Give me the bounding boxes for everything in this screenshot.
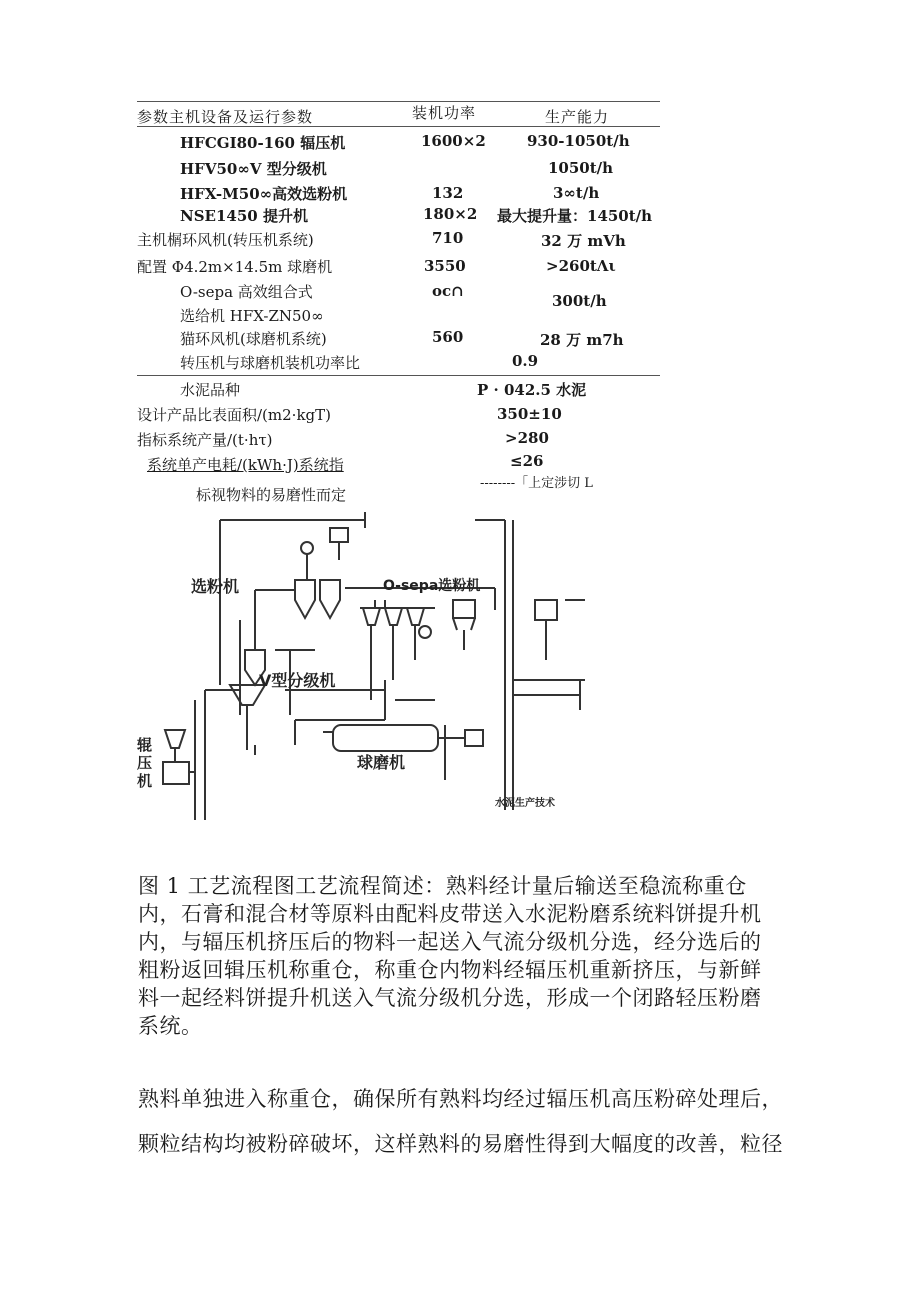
- row-3-capacity: 最大提升量：1450t/h: [497, 207, 653, 225]
- row-8-power: 560: [432, 328, 464, 346]
- osepa-cone-3: [407, 608, 424, 625]
- row-6-capacity: 300t/h: [552, 292, 607, 310]
- row-1-param: HFV50∞V 型分级机: [180, 160, 327, 178]
- indicator-1-label: 设计产品比表面积/(m2·kgT): [137, 406, 331, 424]
- row-1-capacity: 1050t/h: [548, 159, 614, 177]
- indicator-1-value: 350±10: [497, 405, 562, 423]
- indicator-2-value: >280: [505, 429, 549, 447]
- row-0-param: HFCGI80-160 辐压机: [180, 134, 346, 152]
- row-2-capacity: 3∞t∕h: [553, 184, 600, 202]
- row-5-power: 3550: [424, 257, 466, 275]
- osepa-cone-1: [363, 608, 380, 625]
- right-dust-collector: [535, 600, 557, 620]
- caption-line: 内，与辐压机挤压后的物料一起送入气流分级机分选，经分选后的: [138, 930, 762, 954]
- row-0-capacity: 930-1050t/h: [527, 132, 630, 150]
- row-9-param: 转压机与球磨机装机功率比: [180, 354, 361, 372]
- row-2-param: HFX-M50∞高效选粉机: [180, 185, 348, 203]
- caption-line: 内，石膏和混合材等原料由配料皮带送入水泥粉磨系统料饼提升机: [138, 902, 762, 926]
- label-osepa: O-sepa选粉机: [383, 578, 481, 594]
- label-ball-mill: 球磨机: [357, 753, 406, 772]
- indicator-3-value: ≤26: [510, 452, 544, 470]
- row-2-power: 132: [432, 184, 464, 202]
- top-dust-collector: [330, 528, 348, 542]
- caption-line: 粗粉返回辑压机称重仓，称重仓内物料经辐压机重新挤压，与新鲜: [138, 958, 762, 982]
- indicator-3-label: 系统单产电耗/(kWh·J)系统指: [147, 456, 344, 474]
- row-5-param: 配置 Φ4.2m×14.5m 球磨机: [137, 258, 333, 276]
- row-8-param: 猫环风机(球磨机系统): [180, 330, 327, 348]
- row-4-capacity: 32 万 mVh: [541, 232, 626, 250]
- label-v-classifier: V型分级机: [259, 671, 336, 690]
- collector-cyclone-2: [320, 580, 340, 618]
- indicator-2-label: 指标系统产量/(t·hτ): [137, 431, 273, 449]
- process-flow-diagram: [135, 500, 665, 820]
- indicator-0-value: P · 042.5 水泥: [477, 381, 587, 399]
- roller-press-unit: [163, 762, 189, 784]
- row-7-param: 选给机 HFX-ZN50∞: [180, 307, 324, 325]
- row-9-capacity: 0.9: [512, 352, 539, 370]
- header-power: 装机功率: [412, 104, 477, 122]
- caption-line: 料一起经料饼提升机送入气流分级机分选，形成一个闭路轻压粉磨: [138, 986, 762, 1010]
- fan: [301, 542, 313, 554]
- note-right: --------「上定涉切 L: [480, 476, 593, 491]
- table-top-rule: [137, 101, 660, 102]
- diagram-watermark: 水泥生产技术: [495, 798, 555, 809]
- osepa-fan: [419, 626, 431, 638]
- osepa-cone-2: [385, 608, 402, 625]
- label-roller-press: [136, 736, 152, 790]
- indicator-0-label: 水泥品种: [180, 381, 241, 399]
- ball-mill-drum: [333, 725, 438, 751]
- row-3-power: 180×2: [423, 205, 478, 223]
- figure-caption: [138, 872, 788, 1040]
- caption-line: 图 1 工艺流程图工艺流程简述：熟料经计量后输送至稳流称重仓: [138, 874, 747, 898]
- row-0-power: 1600×2: [421, 132, 486, 150]
- row-8-capacity: 28 万 m7h: [540, 331, 624, 349]
- label-separator: 选粉机: [191, 577, 240, 596]
- paragraph-line-2: 颗粒结构均被粉碎破坏，这样熟料的易磨性得到大幅度的改善，粒径: [138, 1132, 783, 1156]
- roller-press-hopper: [165, 730, 185, 748]
- row-6-param: O-sepa 高效组合式: [180, 283, 313, 301]
- label-roller-press-1: 辊: [137, 736, 153, 754]
- caption-line: 系统。: [138, 1014, 203, 1038]
- row-4-power: 710: [432, 229, 464, 247]
- osepa-dust-collector: [453, 600, 475, 618]
- table-header-rule: [137, 126, 660, 127]
- row-6-power: oc∩: [432, 282, 464, 300]
- note-bottom: 标视物料的易磨性而定: [196, 486, 347, 504]
- row-4-param: 主机榍环风机(转压机系统): [137, 231, 314, 249]
- label-roller-press-2: 压: [137, 754, 153, 772]
- row-5-capacity: >260tΛι: [546, 257, 616, 275]
- paragraph-line-1: 熟料单独进入称重仓，确保所有熟料均经过辐压机高压粉碎处理后，: [138, 1087, 783, 1111]
- row-3-param: NSE1450 提升机: [180, 207, 308, 225]
- ball-mill-motor: [465, 730, 483, 746]
- label-roller-press-3: 机: [137, 772, 153, 790]
- header-capacity: 生产能力: [545, 108, 610, 126]
- table-mid-rule: [137, 375, 660, 376]
- collector-cyclone-1: [295, 580, 315, 618]
- header-param: 参数主机设备及运行参数: [137, 108, 314, 126]
